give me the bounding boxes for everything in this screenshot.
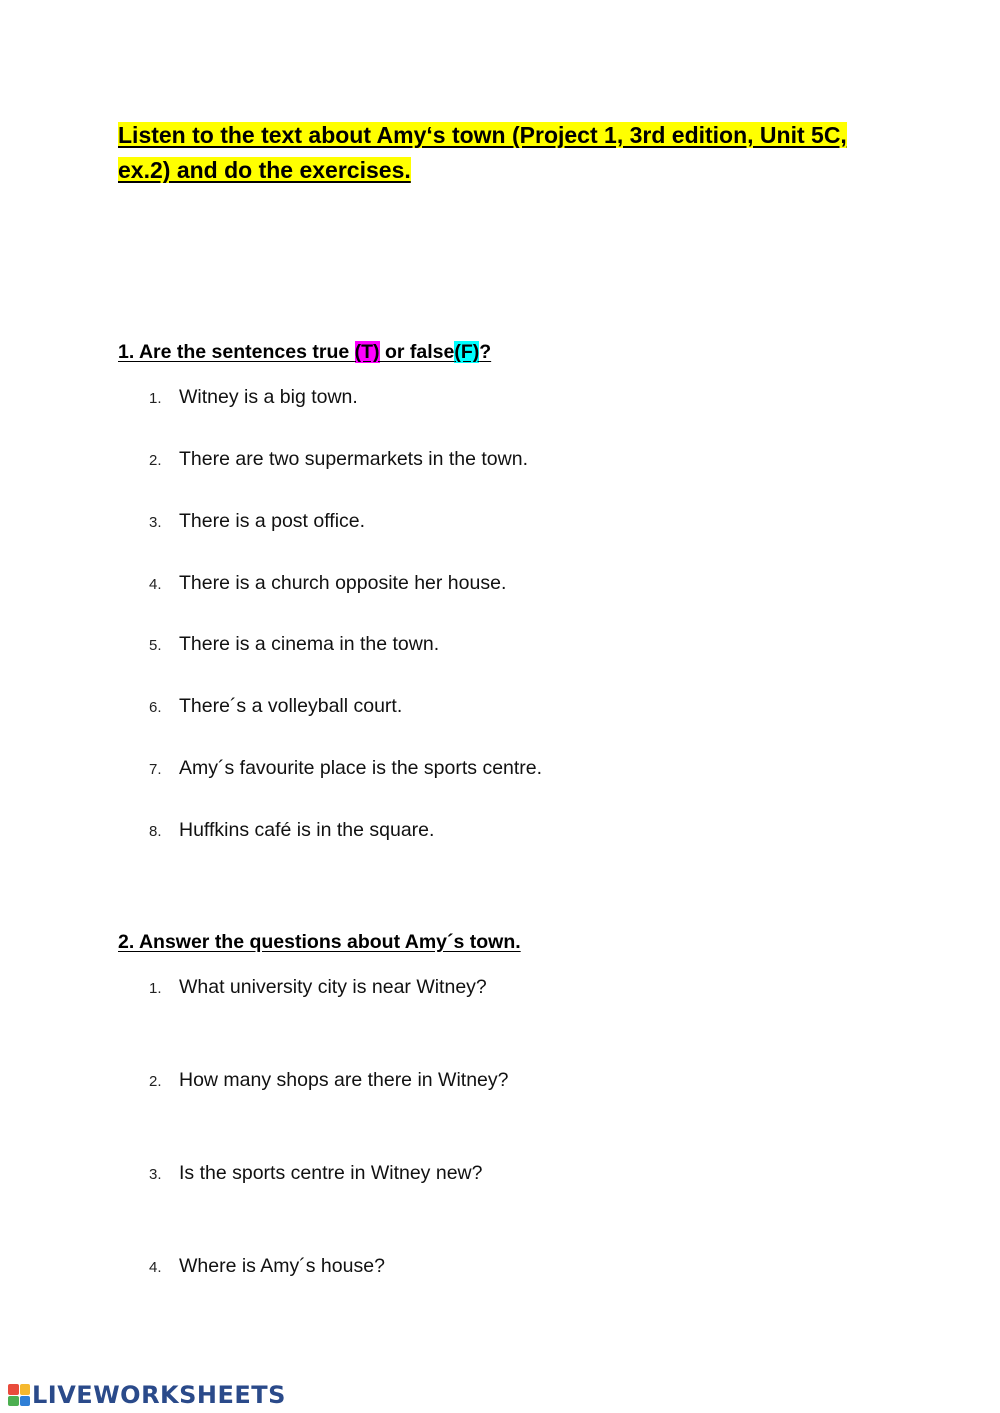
item-number: 2. bbox=[149, 1073, 162, 1090]
true-tag: (T) bbox=[354, 341, 380, 363]
section1-heading-middle: or false bbox=[379, 341, 455, 363]
item-text: Witney is a big town. bbox=[179, 386, 358, 408]
item-text: What university city is near Witney? bbox=[179, 976, 487, 998]
item-number: 4. bbox=[149, 576, 162, 593]
false-tag: (F) bbox=[454, 341, 480, 363]
item-text: Huffkins café is in the square. bbox=[179, 819, 435, 841]
item-number: 3. bbox=[149, 1166, 162, 1183]
item-text: Amy´s favourite place is the sports centre. bbox=[179, 757, 543, 779]
section2-heading: 2. Answer the questions about Amy´s town. bbox=[118, 931, 521, 953]
logo-text: LIVEWORKSHEETS bbox=[32, 1381, 286, 1409]
item-text: There are two supermarkets in the town. bbox=[179, 448, 528, 470]
item-text: There is a cinema in the town. bbox=[179, 633, 440, 655]
item-text: There´s a volleyball court. bbox=[179, 695, 403, 717]
item-number: 2. bbox=[149, 452, 162, 469]
item-number: 4. bbox=[149, 1259, 162, 1276]
item-number: 8. bbox=[149, 823, 162, 840]
liveworksheets-logo bbox=[8, 1380, 286, 1410]
item-text: Is the sports centre in Witney new? bbox=[179, 1162, 483, 1184]
item-text: There is a church opposite her house. bbox=[179, 572, 507, 594]
section1-heading bbox=[118, 341, 491, 364]
item-number: 1. bbox=[149, 390, 162, 407]
item-text: How many shops are there in Witney? bbox=[179, 1069, 509, 1091]
liveworksheets-logo-icon bbox=[8, 1384, 30, 1406]
item-number: 3. bbox=[149, 514, 162, 531]
item-text: Where is Amy´s house? bbox=[179, 1255, 385, 1277]
section1-heading-suffix: ? bbox=[479, 341, 492, 363]
item-number: 1. bbox=[149, 980, 162, 997]
worksheet-title-text: Listen to the text about Amy‘s town (Project 1, 3rd edition, Unit 5C, ex.2) and do the exercises. bbox=[118, 122, 847, 183]
item-number: 6. bbox=[149, 699, 162, 716]
worksheet-title bbox=[118, 118, 888, 188]
item-number: 7. bbox=[149, 761, 162, 778]
section1-heading-prefix: 1. Are the sentences true bbox=[118, 341, 355, 363]
item-number: 5. bbox=[149, 637, 162, 654]
item-text: There is a post office. bbox=[179, 510, 366, 532]
